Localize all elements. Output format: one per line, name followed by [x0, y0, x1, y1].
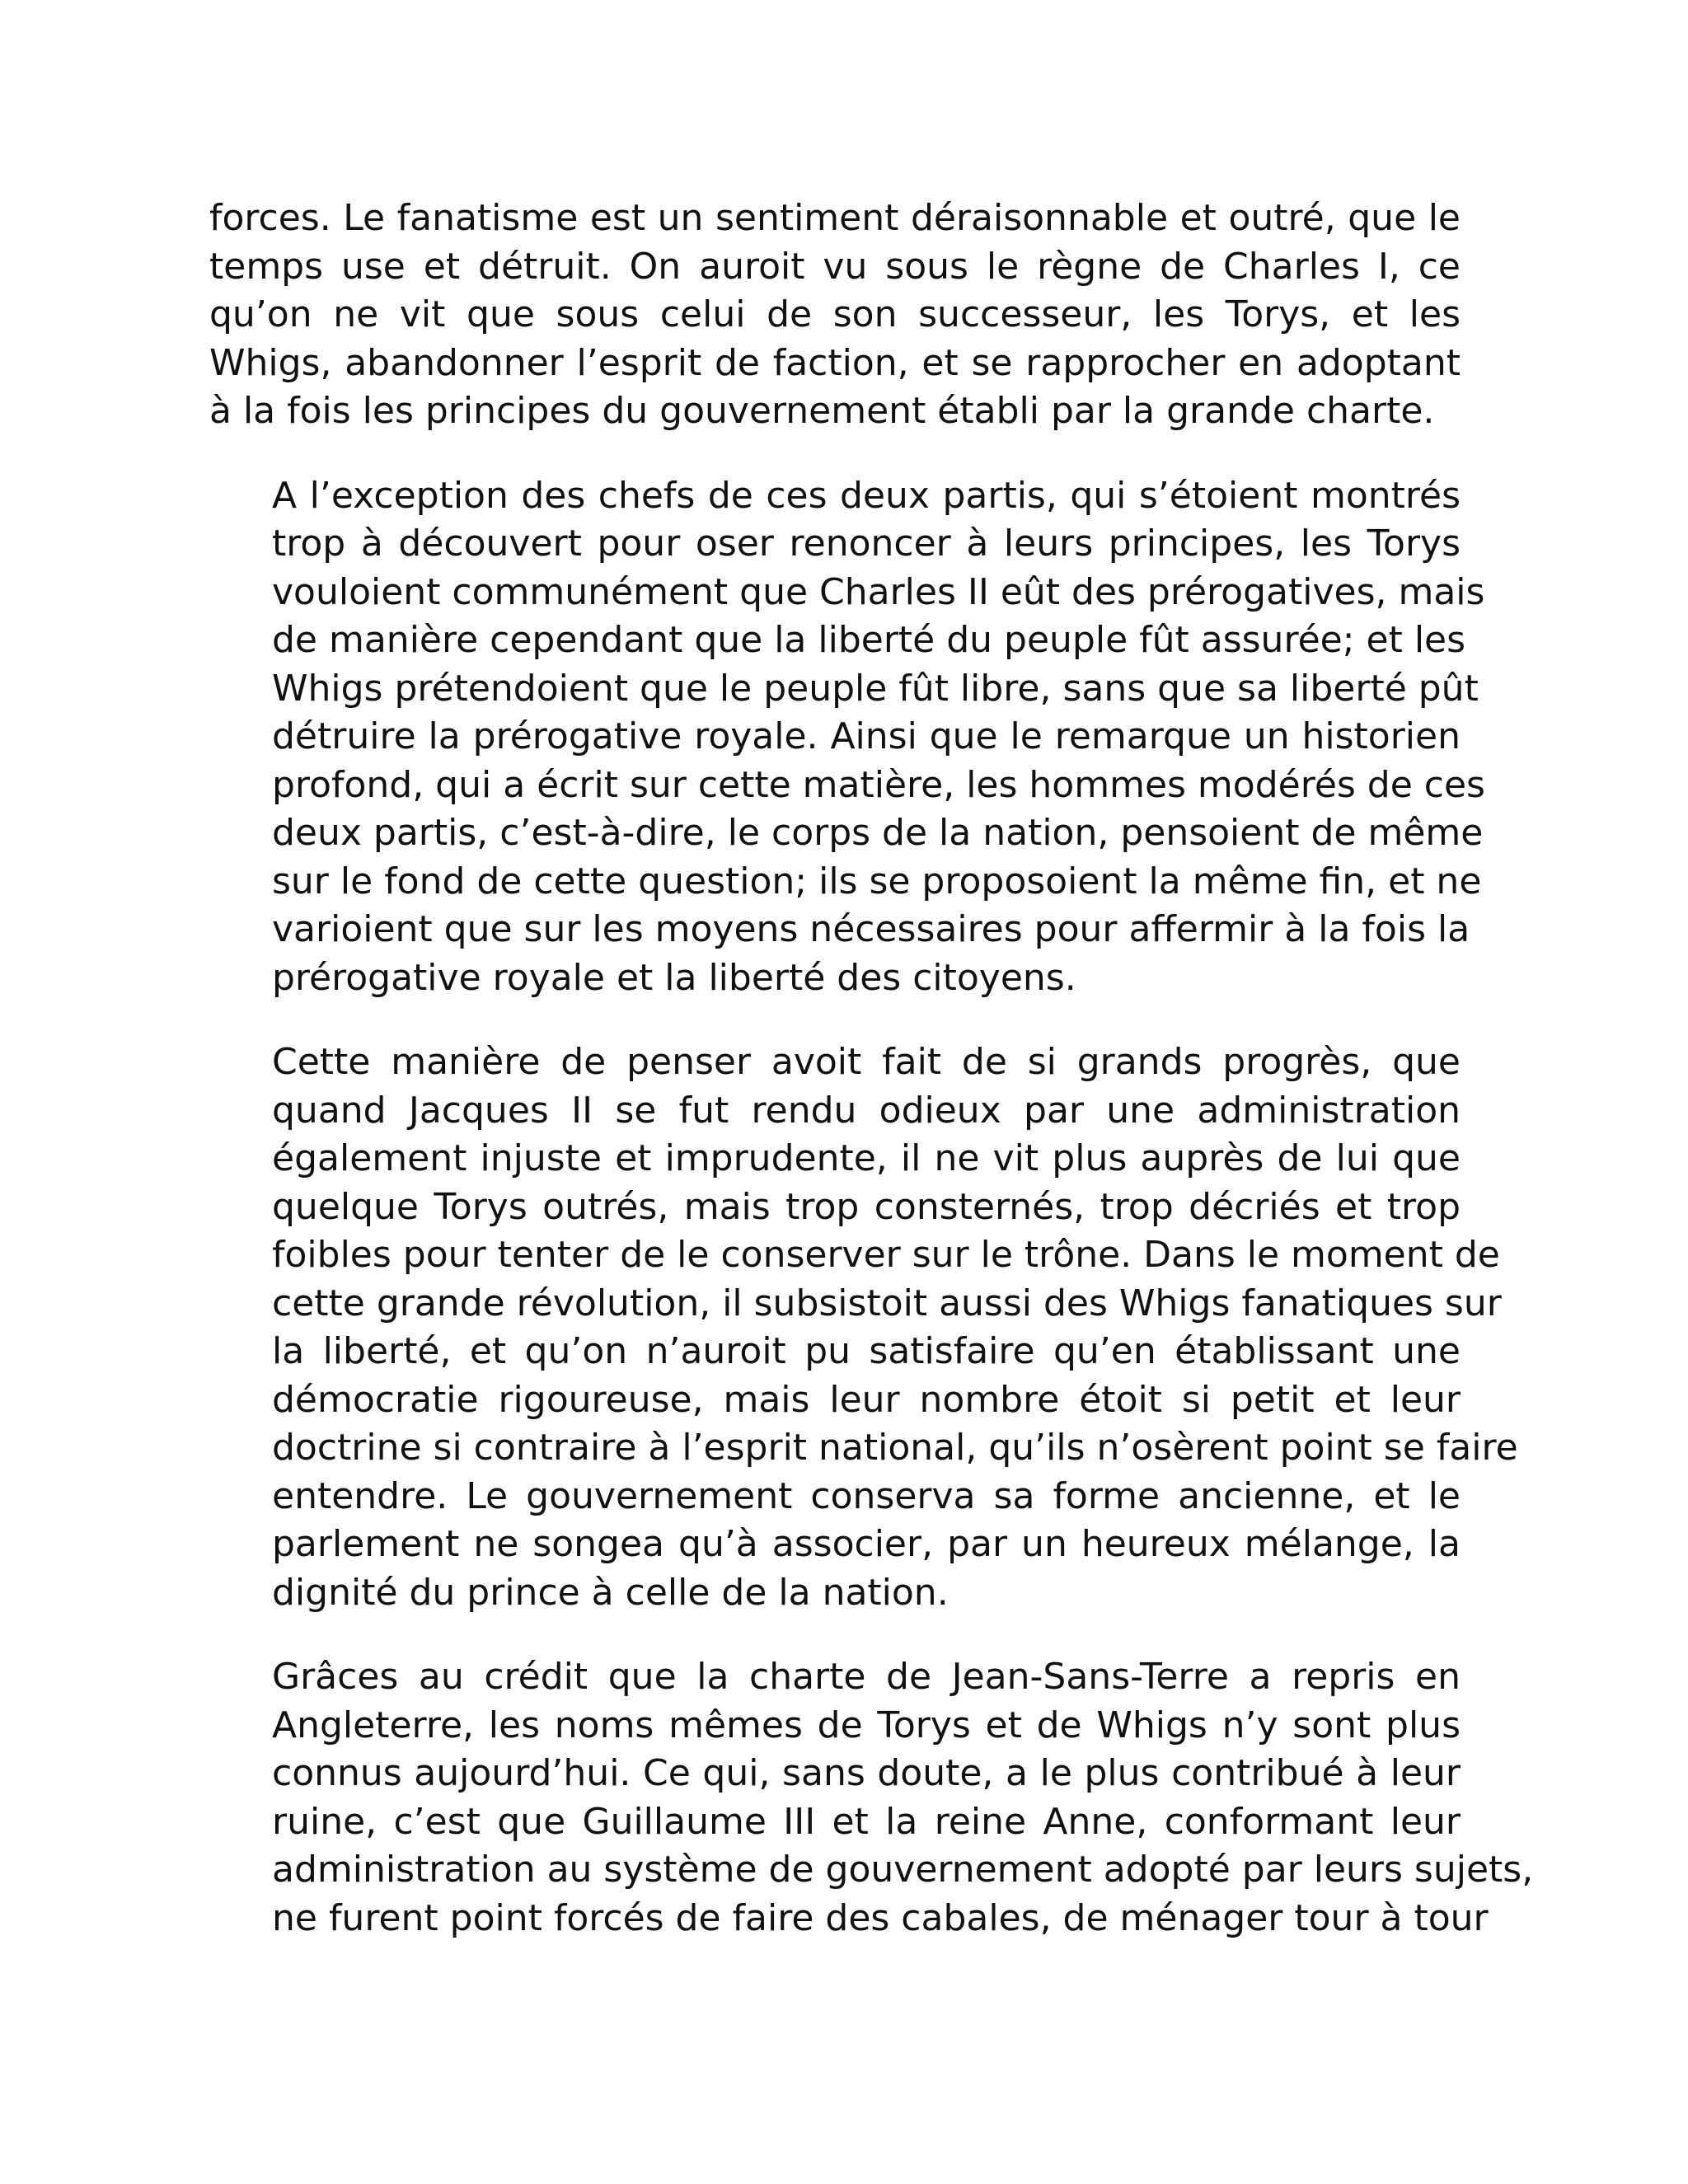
text-line: la liberté, et qu’on n’auroit pu satisfaire qu’en établissant une: [272, 1330, 1461, 1372]
paragraph: [209, 472, 1485, 1003]
text-line: administration au système de gouvernement adopté par leurs sujets,: [272, 1849, 1534, 1891]
text-line: détruire la prérogative royale. Ainsi que le remarque un historien: [272, 715, 1461, 757]
text-line: ne furent point forcés de faire des cabales, de ménager tour à tour: [272, 1896, 1489, 1939]
paragraph: [209, 194, 1461, 436]
document-page: [209, 194, 1534, 1979]
text-line: à la fois les principes du gouvernement établi par la grande charte.: [209, 390, 1435, 432]
text-line: entendre. Le gouvernement conserva sa forme ancienne, et le: [272, 1474, 1461, 1517]
text-line: temps use et détruit. On auroit vu sous le règne de Charles I, ce: [209, 245, 1461, 288]
text-line: foibles pour tenter de le conserver sur le trône. Dans le moment de: [272, 1234, 1500, 1276]
text-line: vouloient communément que Charles II eût des prérogatives, mais: [272, 570, 1485, 613]
text-line: dignité du prince à celle de la nation.: [272, 1571, 949, 1614]
text-line: démocratie rigoureuse, mais leur nombre étoit si petit et leur: [272, 1378, 1461, 1421]
text-line: ruine, c’est que Guillaume III et la reine Anne, conformant leur: [272, 1800, 1461, 1843]
text-line: A l’exception des chefs de ces deux partis, qui s’étoient montrés: [272, 474, 1461, 517]
text-line: également injuste et imprudente, il ne vit plus auprès de lui que: [272, 1137, 1461, 1179]
text-line: Whigs prétendoient que le peuple fût libre, sans que sa liberté pût: [272, 667, 1479, 710]
text-line: Cette manière de penser avoit fait de si grands progrès, que: [272, 1041, 1461, 1083]
paragraph: [209, 1653, 1534, 1943]
text-line: Angleterre, les noms mêmes de Torys et de Whigs n’y sont plus: [272, 1704, 1461, 1746]
text-line: forces. Le fanatisme est un sentiment déraisonnable et outré, que le: [209, 197, 1461, 239]
text-line: cette grande révolution, il subsistoit aussi des Whigs fanatiques sur: [272, 1282, 1502, 1324]
text-line: Grâces au crédit que la charte de Jean-Sans-Terre a repris en: [272, 1656, 1461, 1698]
text-line: doctrine si contraire à l’esprit national, qu’ils n’osèrent point se faire: [272, 1427, 1518, 1469]
text-line: trop à découvert pour oser renoncer à leurs principes, les Torys: [272, 523, 1461, 565]
text-line: parlement ne songea qu’à associer, par un heureux mélange, la: [272, 1523, 1461, 1565]
text-line: quand Jacques II se fut rendu odieux par une administration: [272, 1089, 1461, 1132]
text-line: prérogative royale et la liberté des citoyens.: [272, 956, 1076, 999]
text-line: sur le fond de cette question; ils se proposoient la même fin, et ne: [272, 860, 1482, 902]
text-line: quelque Torys outrés, mais trop consternés, trop décriés et trop: [272, 1185, 1461, 1228]
text-line: profond, qui a écrit sur cette matière, les hommes modérés de ces: [272, 763, 1485, 806]
text-line: varioient que sur les moyens nécessaires pour affermir à la fois la: [272, 908, 1470, 950]
text-line: deux partis, c’est-à-dire, le corps de la nation, pensoient de même: [272, 812, 1484, 854]
paragraph: [209, 1038, 1518, 1617]
text-line: de manière cependant que la liberté du peuple fût assurée; et les: [272, 619, 1466, 661]
text-line: Whigs, abandonner l’esprit de faction, et se rapprocher en adoptant: [209, 341, 1461, 384]
text-line: connus aujourd’hui. Ce qui, sans doute, a le plus contribué à leur: [272, 1752, 1461, 1794]
text-line: qu’on ne vit que sous celui de son successeur, les Torys, et les: [209, 293, 1461, 335]
